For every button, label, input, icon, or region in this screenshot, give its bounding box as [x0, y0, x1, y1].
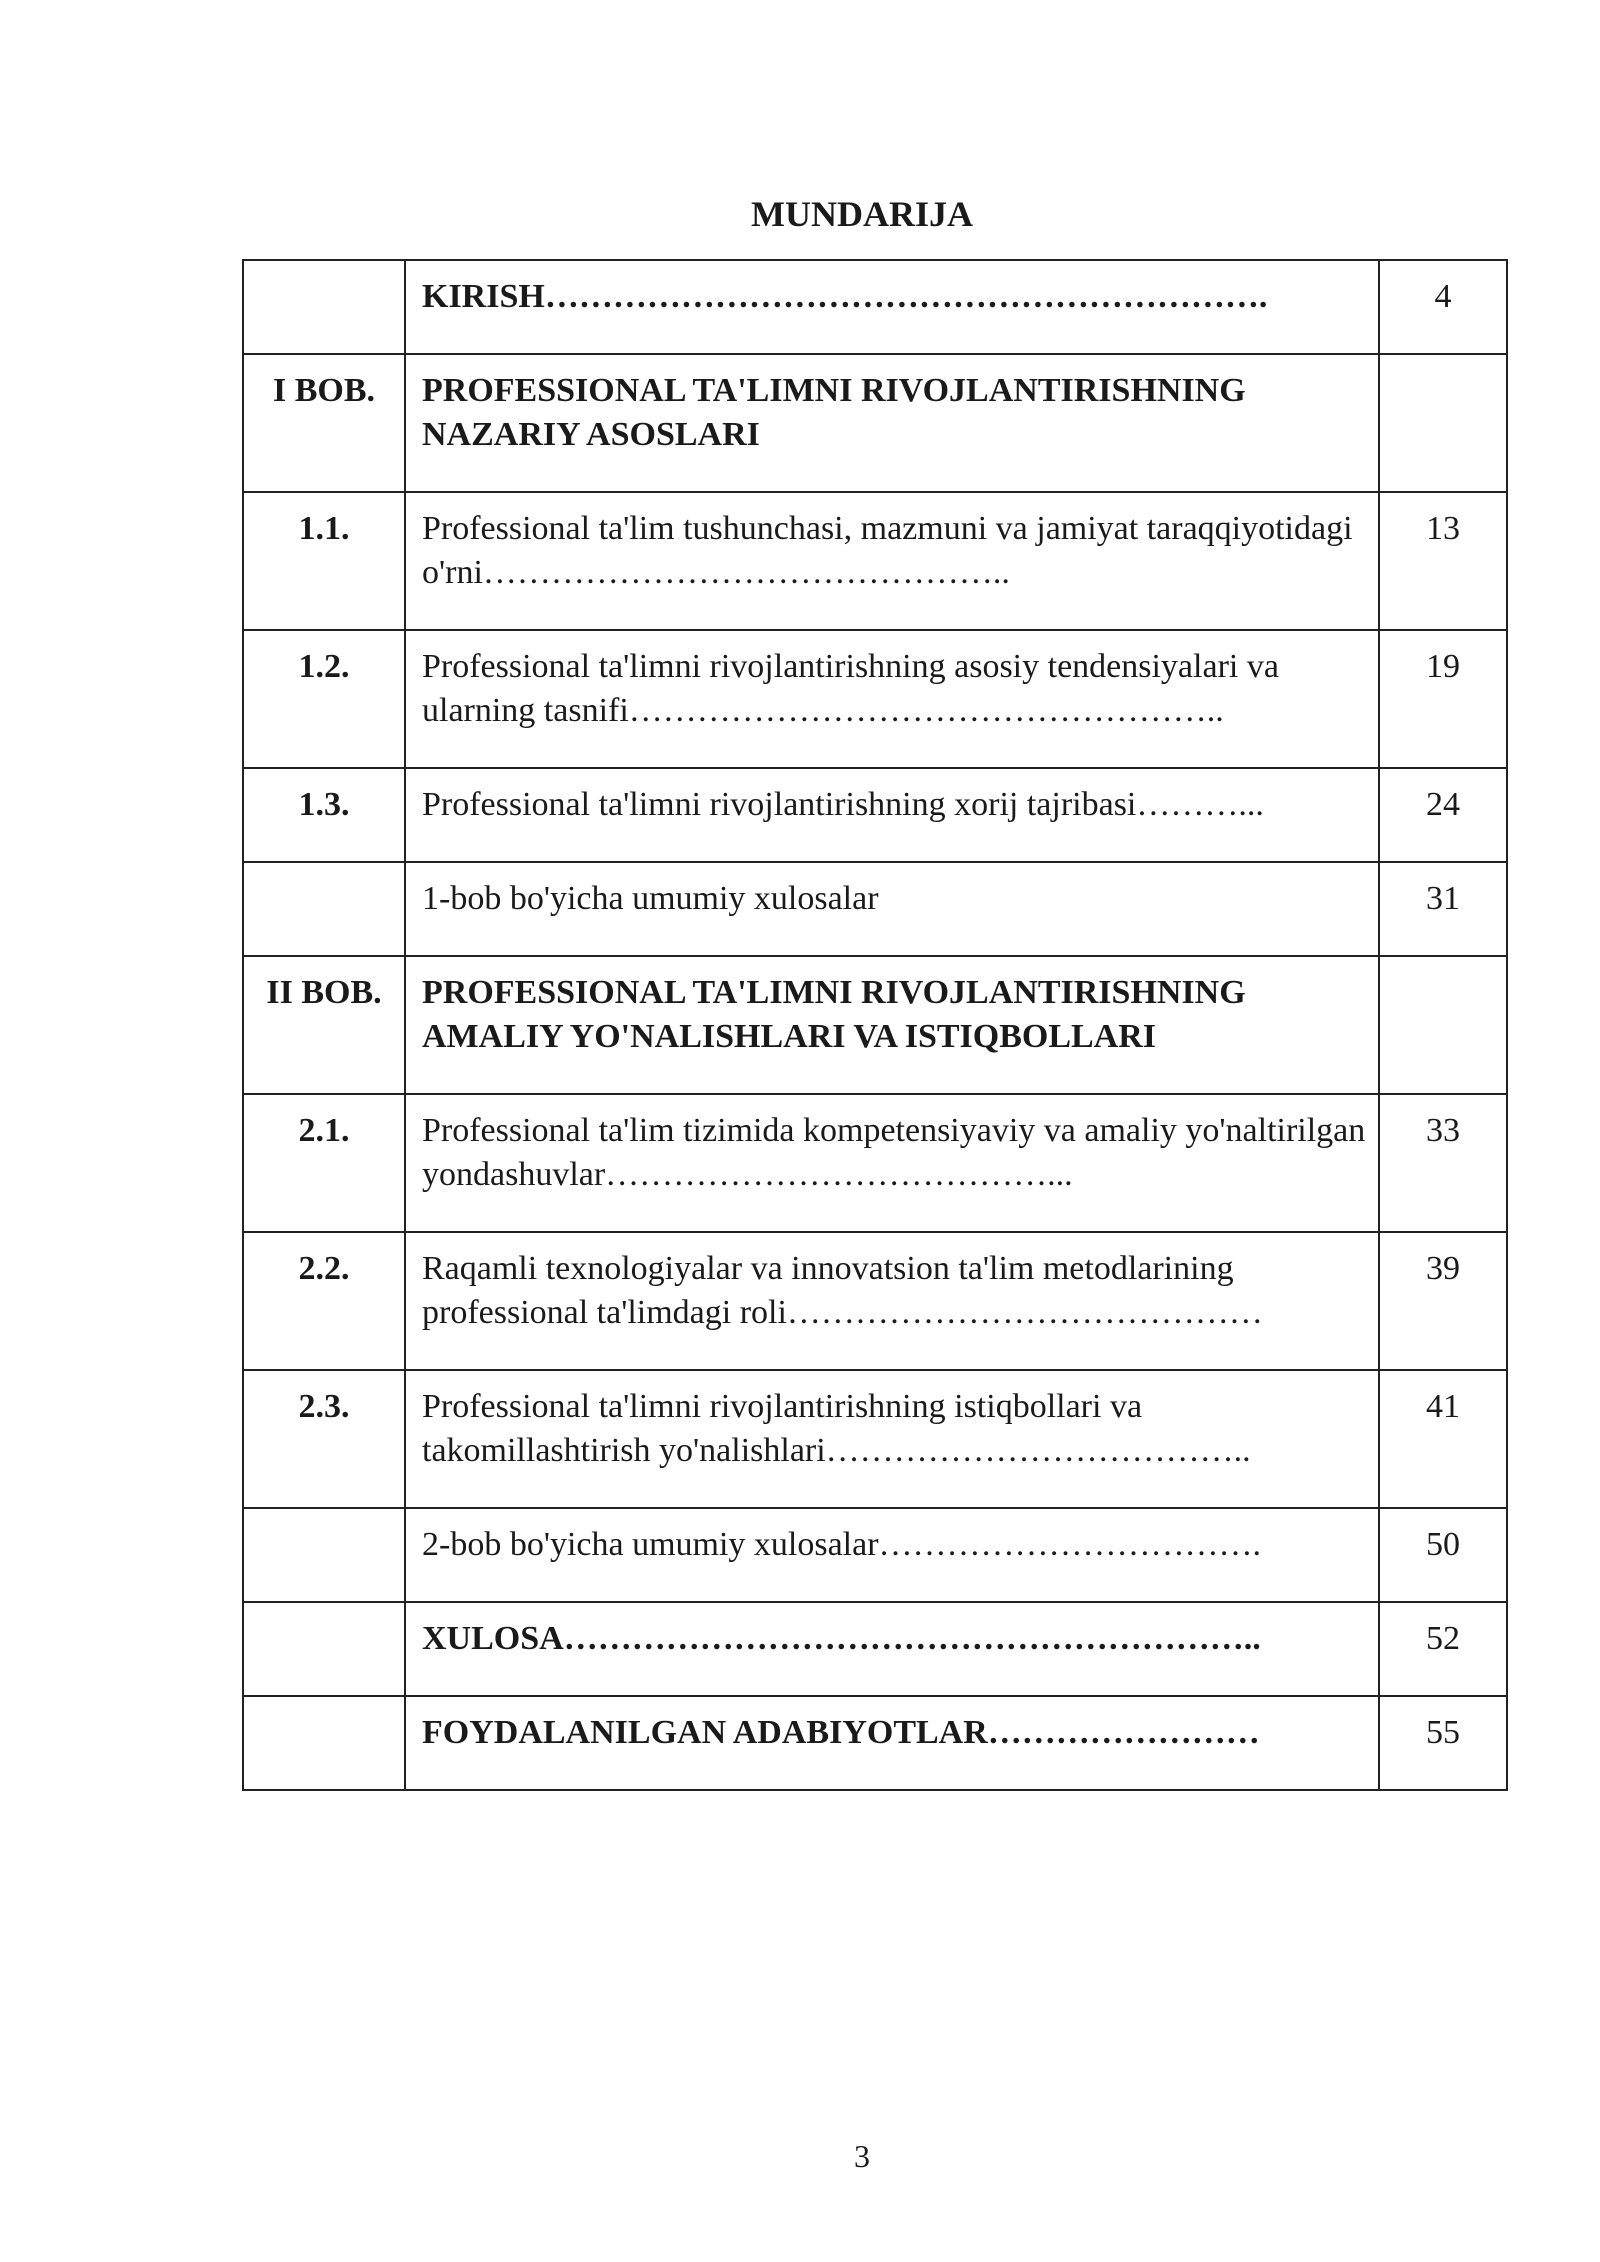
toc-row-1-1 [243, 492, 1507, 630]
toc-row-references [243, 1696, 1507, 1790]
toc-row-1-2 [243, 630, 1507, 768]
toc-row-title: 2-bob bo'yicha umumiy xulosalar……………………………. [405, 1508, 1379, 1602]
toc-row-number: 2.1. [243, 1094, 405, 1232]
toc-row-title: Raqamli texnologiyalar va innovatsion ta'lim metodlarining professional ta'limdagi roli…………………………………… [405, 1232, 1379, 1370]
toc-row-title: Professional ta'limni rivojlantirishning xorij tajribasi………... [405, 768, 1379, 862]
toc-row-title: Professional ta'limni rivojlantirishning istiqbollari va takomillashtirish yo'nalishlari……………………………….. [405, 1370, 1379, 1508]
toc-row-page: 24 [1379, 768, 1507, 862]
toc-row-page: 33 [1379, 1094, 1507, 1232]
toc-row-page [1379, 956, 1507, 1094]
toc-row-title: KIRISH………………………………………………………. [405, 260, 1379, 354]
toc-row-number [243, 1696, 405, 1790]
toc-row-number: 1.3. [243, 768, 405, 862]
toc-row-chapter-2 [243, 956, 1507, 1094]
page-title: MUNDARIJA [751, 194, 973, 234]
toc-row-title: XULOSA…………………………………………………….. [405, 1602, 1379, 1696]
toc-row-page: 19 [1379, 630, 1507, 768]
toc-row-kirish [243, 260, 1507, 354]
toc-row-chapter-1 [243, 354, 1507, 492]
toc-row-title: Professional ta'limni rivojlantirishning asosiy tendensiyalari va ularning tasnifi…………………………………………….. [405, 630, 1379, 768]
page-number: 3 [854, 2138, 870, 2174]
toc-row-2-2 [243, 1232, 1507, 1370]
toc-row-chapter-2-conclusion [243, 1508, 1507, 1602]
toc-row-title: FOYDALANILGAN ADABIYOTLAR…………………… [405, 1696, 1379, 1790]
toc-row-page: 52 [1379, 1602, 1507, 1696]
toc-row-title: PROFESSIONAL TA'LIMNI RIVOJLANTIRISHNING AMALIY YO'NALISHLARI VA ISTIQBOLLARI [405, 956, 1379, 1094]
toc-row-page: 55 [1379, 1696, 1507, 1790]
toc-row-xulosa [243, 1602, 1507, 1696]
toc-row-number [243, 862, 405, 956]
toc-row-page: 50 [1379, 1508, 1507, 1602]
toc-row-title: PROFESSIONAL TA'LIMNI RIVOJLANTIRISHNING NAZARIY ASOSLARI [405, 354, 1379, 492]
toc-row-page: 31 [1379, 862, 1507, 956]
toc-row-page [1379, 354, 1507, 492]
toc-row-number: 2.2. [243, 1232, 405, 1370]
toc-row-page: 13 [1379, 492, 1507, 630]
toc-row-number [243, 1508, 405, 1602]
toc-row-number: 2.3. [243, 1370, 405, 1508]
toc-row-number [243, 1602, 405, 1696]
toc-row-number: 1.1. [243, 492, 405, 630]
toc-row-1-3 [243, 768, 1507, 862]
toc-row-number: 1.2. [243, 630, 405, 768]
toc-row-chapter-1-conclusion [243, 862, 1507, 956]
toc-row-number: I BOB. [243, 354, 405, 492]
toc-row-title: Professional ta'lim tizimida kompetensiyaviy va amaliy yo'naltirilgan yondashuvlar…………………………………... [405, 1094, 1379, 1232]
toc-row-number: II BOB. [243, 956, 405, 1094]
toc-row-page: 41 [1379, 1370, 1507, 1508]
toc-row-2-3 [243, 1370, 1507, 1508]
toc-row-page: 39 [1379, 1232, 1507, 1370]
toc-row-2-1 [243, 1094, 1507, 1232]
table-of-contents [242, 259, 1508, 1791]
toc-row-page: 4 [1379, 260, 1507, 354]
toc-row-title: 1-bob bo'yicha umumiy xulosalar [405, 862, 1379, 956]
toc-row-number [243, 260, 405, 354]
toc-row-title: Professional ta'lim tushunchasi, mazmuni va jamiyat taraqqiyotidagi o'rni……………………………………….. [405, 492, 1379, 630]
